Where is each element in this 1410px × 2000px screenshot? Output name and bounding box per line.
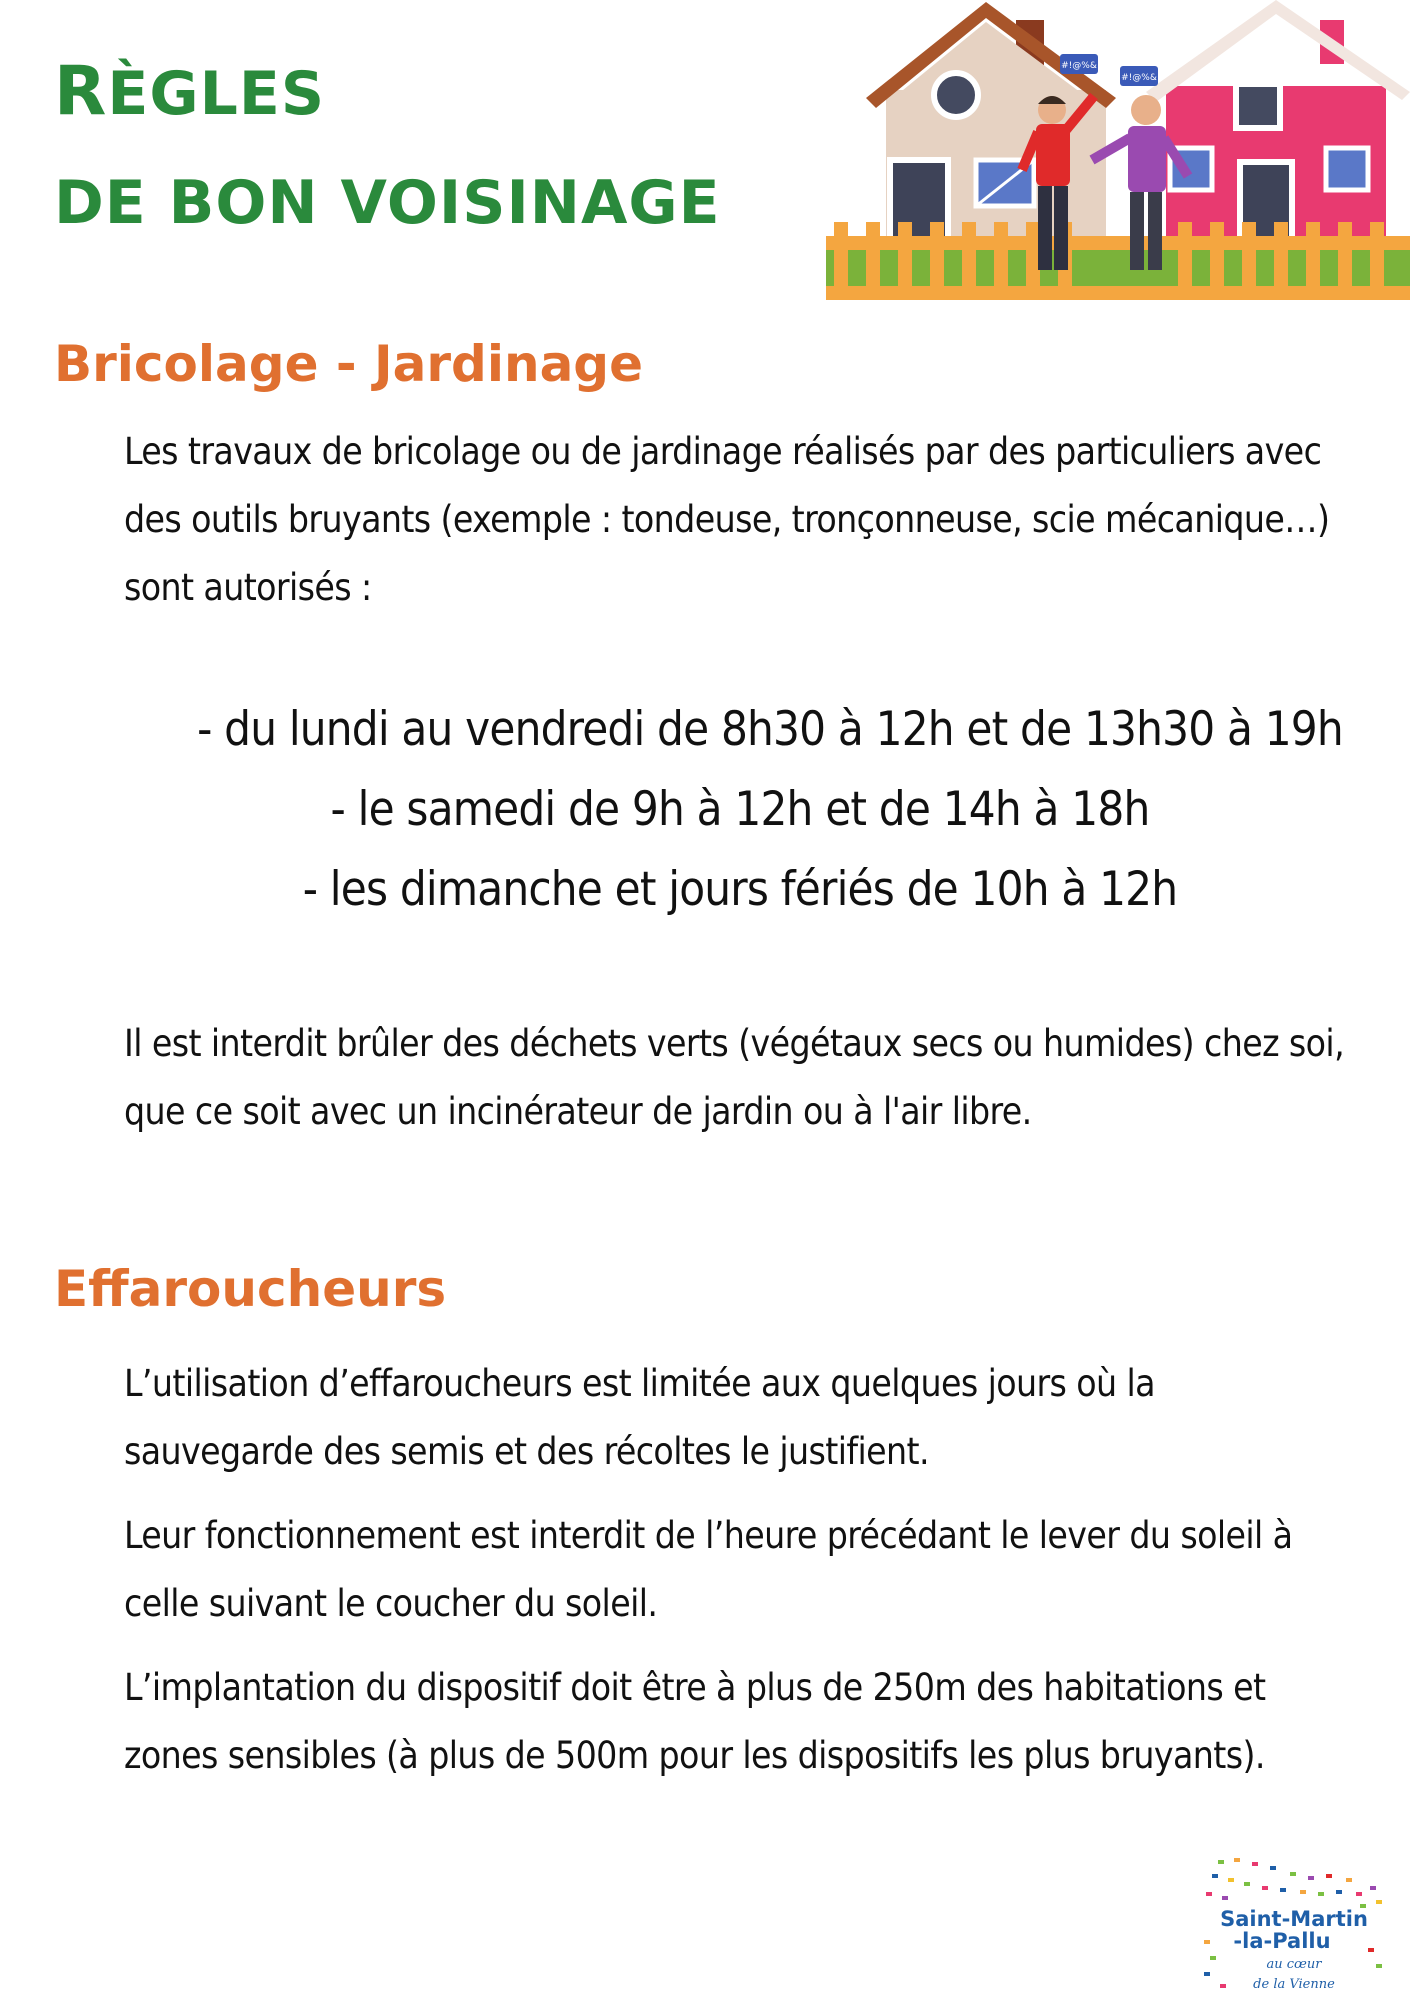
schedule-sunday-holidays: - les dimanche et jours fériés de 10h à 12h — [302, 862, 1178, 917]
neighbors-houses-illustration — [826, 0, 1410, 300]
schedule-weekdays: - du lundi au vendredi de 8h30 à 12h et de 13h30 à 19h — [197, 702, 1343, 757]
speech-bubble-1: #!@%& — [1061, 61, 1097, 71]
right-house — [1146, 0, 1410, 260]
logo-tagline2: de la Vienne — [1253, 1977, 1335, 1992]
effaroucheurs-paragraph-3: L’implantation du dispositif doit être à plus de 250m des habitations et zones sensibles (à plus de 500m pour les dispositifs les plus bruyants). — [124, 1666, 1266, 1777]
left-house — [866, 2, 1116, 260]
schedule-list — [0, 690, 1410, 930]
bricolage-intro-paragraph: Les travaux de bricolage ou de jardinage réalisés par des particuliers avec des outils bruyants (exemple : tondeuse, tronçonneuse, scie mécanique…) sont autorisés : — [124, 430, 1330, 609]
burning-rule-paragraph: Il est interdit brûler des déchets verts (végétaux secs ou humides) chez soi, que ce soit avec un incinérateur de jardin ou à l'air libre. — [124, 1022, 1345, 1133]
logo-line2: -la-Pallu — [1233, 1929, 1331, 1953]
saint-martin-la-pallu-logo — [1200, 1852, 1390, 1997]
effaroucheurs-paragraph-2: Leur fonctionnement est interdit de l’heure précédant le lever du soleil à celle suivant le coucher du soleil. — [124, 1514, 1293, 1625]
title-initial: R — [54, 52, 108, 131]
effaroucheurs-paragraph-1: L’utilisation d’effaroucheurs est limitée aux quelques jours où la sauvegarde des semis et des récoltes le justifient. — [124, 1362, 1155, 1473]
speech-bubble-2: #!@%& — [1121, 73, 1157, 83]
logo-line1: Saint-Martin — [1220, 1907, 1368, 1931]
page-title-line2: DE BON VOISINAGE — [54, 168, 721, 238]
title-rest: ÈGLES — [107, 59, 326, 129]
logo-tagline1: au cœur — [1266, 1957, 1322, 1972]
page-title-line1 — [54, 52, 325, 131]
schedule-saturday: - le samedi de 9h à 12h et de 14h à 18h — [330, 782, 1150, 837]
section-title-bricolage: Bricolage - Jardinage — [54, 335, 644, 393]
section-title-effaroucheurs: Effaroucheurs — [54, 1260, 447, 1318]
